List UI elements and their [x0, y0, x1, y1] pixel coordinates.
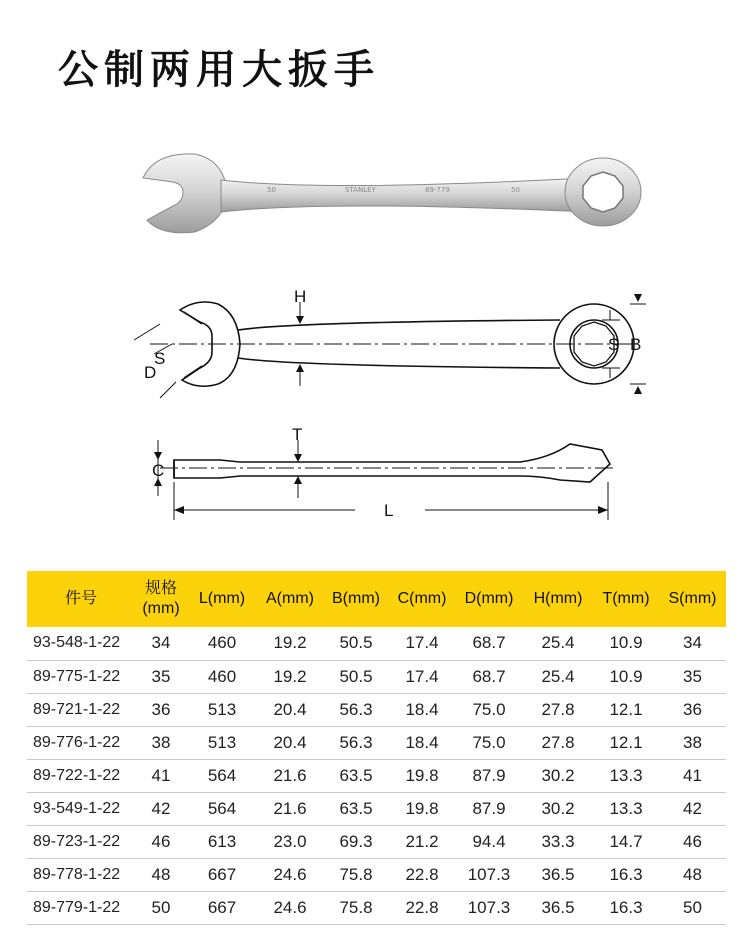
table-cell: 36.5 [541, 897, 575, 917]
table-cell: 75.8 [339, 897, 373, 917]
table-cell: 21.2 [405, 831, 439, 851]
table-cell: 36 [683, 699, 702, 719]
table-cell: 38 [683, 732, 702, 752]
table-cell: 68.7 [472, 633, 506, 653]
table-cell: 42 [683, 798, 702, 818]
table-cell: 12.1 [609, 699, 643, 719]
part-number-cell: 89-722-1-22 [33, 766, 121, 784]
table-row [27, 858, 726, 891]
part-number-cell: 89-723-1-22 [33, 832, 121, 850]
table-cell: 75.8 [339, 864, 373, 884]
photo-marking-brand: STANLEY [345, 186, 376, 194]
table-cell: 27.8 [541, 699, 575, 719]
label-s-right: S [608, 335, 620, 354]
table-cell: 24.6 [273, 864, 307, 884]
table-cell: 50.5 [339, 633, 373, 653]
table-cell: 613 [207, 831, 237, 851]
table-cell: 27.8 [541, 732, 575, 752]
table-cell: 10.9 [609, 633, 643, 653]
label-l: L [384, 501, 394, 520]
column-header: 件号 [64, 590, 97, 607]
label-c: C [152, 461, 165, 480]
table-cell: 63.5 [339, 798, 373, 818]
table-cell: 24.6 [273, 897, 307, 917]
table-cell: 107.3 [467, 897, 511, 917]
table-cell: 50 [683, 897, 702, 917]
column-header: H(mm) [533, 590, 583, 607]
table-cell: 22.8 [405, 897, 439, 917]
table-row [27, 693, 726, 726]
table-cell: 564 [207, 798, 237, 818]
table-cell: 50 [151, 897, 171, 917]
part-number-cell: 89-779-1-22 [33, 898, 121, 916]
table-cell: 87.9 [472, 798, 506, 818]
table-cell: 63.5 [339, 765, 373, 785]
table-cell: 56.3 [339, 699, 373, 719]
table-cell: 36 [151, 699, 171, 719]
table-cell: 667 [207, 897, 237, 917]
table-cell: 35 [683, 666, 702, 686]
table-cell: 14.7 [609, 831, 643, 851]
table-cell: 69.3 [339, 831, 373, 851]
table-cell: 107.3 [467, 864, 511, 884]
table-cell: 12.1 [609, 732, 643, 752]
table-cell: 41 [151, 765, 171, 785]
table-cell: 56.3 [339, 732, 373, 752]
table-row [27, 825, 726, 858]
page-title: 公制两用大扳手 [58, 47, 380, 93]
table-cell: 460 [207, 666, 237, 686]
table-cell: 38 [151, 732, 171, 752]
column-header: 规格 (mm) [142, 580, 180, 617]
photo-marking-part: 89-779 [425, 186, 450, 194]
spec-table [27, 571, 726, 925]
column-header: D(mm) [464, 590, 514, 607]
table-cell: 16.3 [609, 864, 643, 884]
table-cell: 48 [683, 864, 702, 884]
label-d: D [144, 363, 157, 382]
table-cell: 17.4 [405, 666, 439, 686]
column-header: S(mm) [668, 590, 717, 607]
table-cell: 17.4 [405, 633, 439, 653]
table-row [27, 792, 726, 825]
table-cell: 50.5 [339, 666, 373, 686]
table-cell: 87.9 [472, 765, 506, 785]
table-cell: 30.2 [541, 765, 575, 785]
table-cell: 34 [683, 633, 702, 653]
part-number-cell: 89-721-1-22 [33, 700, 121, 718]
table-cell: 75.0 [472, 699, 506, 719]
table-cell: 13.3 [609, 765, 643, 785]
table-cell: 19.8 [405, 765, 439, 785]
table-cell: 41 [683, 765, 702, 785]
table-cell: 25.4 [541, 666, 575, 686]
wrench-photo [125, 140, 645, 250]
table-cell: 33.3 [541, 831, 575, 851]
table-row [27, 759, 726, 792]
table-cell: 564 [207, 765, 237, 785]
part-number-cell: 93-548-1-22 [33, 634, 121, 652]
table-cell: 22.8 [405, 864, 439, 884]
table-row [27, 891, 726, 924]
table-cell: 21.6 [273, 798, 307, 818]
table-cell: 16.3 [609, 897, 643, 917]
column-header: T(mm) [602, 590, 650, 607]
table-header-row [27, 571, 726, 627]
table-cell: 460 [207, 633, 237, 653]
table-cell: 10.9 [609, 666, 643, 686]
label-t: T [292, 425, 303, 444]
table-cell: 35 [151, 666, 171, 686]
table-cell: 19.8 [405, 798, 439, 818]
table-cell: 19.2 [273, 666, 307, 686]
label-h: H [294, 287, 307, 306]
table-cell: 20.4 [273, 732, 307, 752]
column-header: B(mm) [332, 590, 380, 607]
table-cell: 21.6 [273, 765, 307, 785]
table-cell: 34 [151, 633, 171, 653]
table-cell: 513 [207, 732, 237, 752]
table-cell: 18.4 [405, 732, 439, 752]
table-cell: 36.5 [541, 864, 575, 884]
label-s-left: S [154, 349, 166, 368]
part-number-cell: 93-549-1-22 [33, 799, 121, 817]
part-number-cell: 89-778-1-22 [33, 865, 121, 883]
top-view-diagram [120, 280, 660, 410]
table-cell: 23.0 [273, 831, 307, 851]
table-cell: 46 [151, 831, 171, 851]
table-cell: 42 [151, 798, 171, 818]
side-view-diagram [140, 420, 620, 530]
table-cell: 13.3 [609, 798, 643, 818]
table-cell: 30.2 [541, 798, 575, 818]
table-cell: 25.4 [541, 633, 575, 653]
part-number-cell: 89-776-1-22 [33, 733, 121, 751]
label-b: B [630, 335, 642, 354]
column-header: A(mm) [266, 590, 314, 607]
table-cell: 46 [683, 831, 702, 851]
table-cell: 513 [207, 699, 237, 719]
table-cell: 19.2 [273, 633, 307, 653]
table-cell: 667 [207, 864, 237, 884]
table-row [27, 660, 726, 693]
table-row [27, 627, 726, 660]
photo-marking-size-2: 50 [511, 186, 520, 194]
table-cell: 75.0 [472, 732, 506, 752]
part-number-cell: 89-775-1-22 [33, 667, 121, 685]
photo-marking-size: 50 [267, 186, 276, 194]
table-cell: 18.4 [405, 699, 439, 719]
column-header: L(mm) [198, 590, 246, 607]
table-cell: 20.4 [273, 699, 307, 719]
table-cell: 68.7 [472, 666, 506, 686]
table-cell: 48 [151, 864, 171, 884]
table-row [27, 726, 726, 759]
column-header: C(mm) [397, 590, 447, 607]
table-cell: 94.4 [472, 831, 506, 851]
